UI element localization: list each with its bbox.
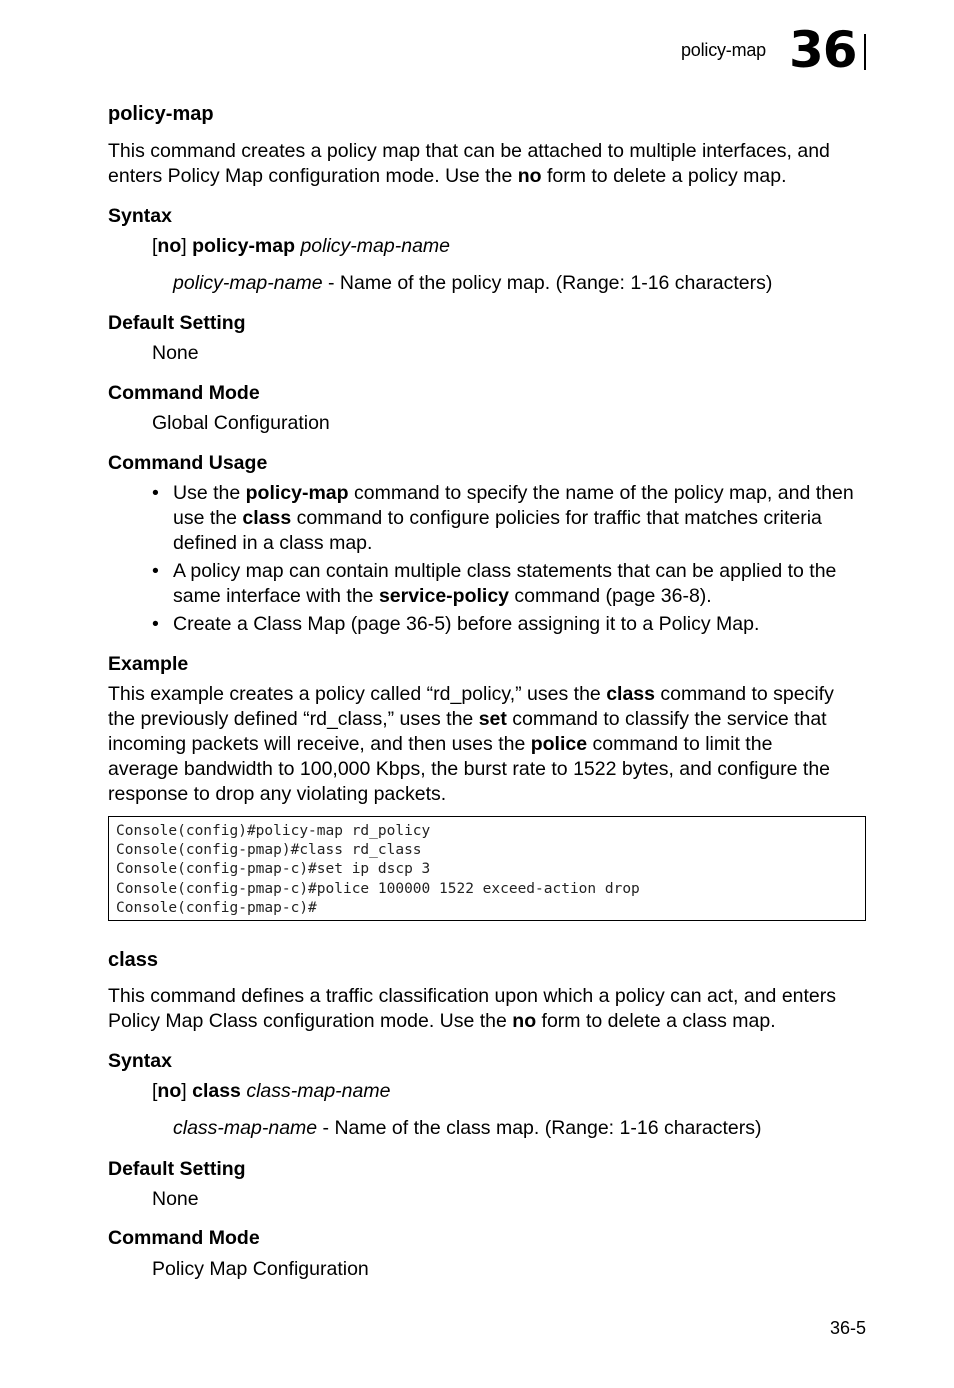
command-mode-heading: Command Mode	[108, 382, 260, 404]
usage-text: Create a Class Map (page 36-5) before assigning it to a Policy Map.	[173, 613, 760, 635]
example-line: average bandwidth to 100,000 Kbps, the burst rate to 1522 bytes, and configure the	[108, 758, 831, 780]
keyword: set	[478, 708, 507, 730]
bullet-icon: •	[152, 560, 159, 582]
example-text-run: command to limit the	[587, 733, 773, 755]
example-line	[108, 732, 834, 757]
default-setting-value: None	[152, 342, 199, 364]
intro-line-2	[108, 164, 830, 189]
syntax-no: no	[157, 235, 182, 257]
section-title-class: class	[108, 949, 159, 971]
syntax-param: policy-map-name	[300, 235, 451, 257]
usage-text: command to specify the name of the policy map, and then use the	[173, 482, 854, 529]
bullet-icon: •	[152, 613, 159, 635]
page-number: 36-5	[829, 1318, 866, 1338]
syntax-command: policy-map	[192, 235, 296, 257]
usage-list	[152, 481, 868, 640]
bullet-icon: •	[152, 482, 159, 504]
command-mode-heading: Command Mode	[108, 1227, 260, 1249]
example-line: response to drop any violating packets.	[108, 783, 447, 805]
intro-line-1: This command creates a policy map that can be attached to multiple interfaces, and	[108, 140, 830, 162]
syntax-line: [no] policy-map policy-map-name	[152, 235, 451, 257]
policy-map-intro	[108, 139, 830, 189]
example-text-run: command to classify the service that	[506, 708, 827, 730]
chapter-rule	[864, 34, 866, 70]
code-line: Console(config-pmap-c)#	[116, 899, 317, 916]
command-mode-value: Policy Map Configuration	[152, 1258, 369, 1280]
section-title-policy-map: policy-map	[108, 103, 214, 125]
usage-text: A policy map can contain multiple class statements that can be applied to the same interface with the	[173, 560, 837, 607]
param-description	[173, 1116, 762, 1141]
code-line: Console(config-pmap-c)#set ip dscp 3	[116, 861, 431, 878]
usage-text: command (page 36-8).	[509, 585, 712, 607]
param-name: policy-map-name	[173, 272, 323, 294]
command-usage-heading: Command Usage	[108, 452, 268, 474]
example-line	[108, 682, 834, 707]
intro-text: form to delete a policy map.	[541, 165, 787, 187]
keyword: class	[606, 683, 656, 705]
syntax-line: [no] class class-map-name	[152, 1080, 391, 1102]
example-text-run: the previously defined “rd_class,” uses the	[108, 708, 479, 730]
code-line: Console(config-pmap)#class rd_class	[116, 842, 422, 859]
syntax-param: class-map-name	[246, 1080, 391, 1102]
keyword-no: no	[517, 165, 542, 187]
code-example-box	[108, 816, 866, 921]
syntax-heading: Syntax	[108, 1050, 172, 1072]
usage-text: Use the	[173, 482, 246, 504]
usage-item	[152, 481, 868, 556]
keyword: policy-map	[245, 482, 349, 504]
class-intro	[108, 984, 836, 1034]
example-text-run: This example creates a policy called “rd_policy,” uses the	[108, 683, 607, 705]
example-line	[108, 707, 834, 732]
example-text-run: command to specify	[655, 683, 834, 705]
syntax-heading: Syntax	[108, 205, 172, 227]
intro-text: form to delete a class map.	[536, 1010, 776, 1032]
chapter-number: 36	[789, 21, 857, 79]
syntax-command: class	[192, 1080, 241, 1102]
param-desc: - Name of the policy map. (Range: 1-16 characters)	[322, 272, 773, 294]
default-setting-value: None	[152, 1188, 199, 1210]
keyword: class	[242, 507, 292, 529]
running-head: policy-map	[680, 40, 766, 60]
param-desc: - Name of the class map. (Range: 1-16 characters)	[317, 1117, 762, 1139]
intro-text: Policy Map Class configuration mode. Use the	[108, 1010, 513, 1032]
command-mode-value: Global Configuration	[152, 412, 330, 434]
param-name: class-map-name	[173, 1117, 318, 1139]
intro-line-1: This command defines a traffic classification upon which a policy can act, and enters	[108, 985, 837, 1007]
default-setting-heading: Default Setting	[108, 312, 246, 334]
code-line: Console(config-pmap-c)#police 100000 1522 exceed-action drop	[116, 880, 640, 897]
example-text-run: incoming packets will receive, and then uses the	[108, 733, 531, 755]
keyword: police	[530, 733, 588, 755]
code-line: Console(config)#policy-map rd_policy	[116, 823, 431, 839]
example-text	[108, 682, 834, 807]
example-heading: Example	[108, 653, 189, 675]
usage-item	[152, 612, 868, 637]
intro-line-2	[108, 1009, 836, 1034]
usage-text: command to configure policies for traffic that matches criteria defined in a class map.	[173, 507, 822, 554]
keyword: service-policy	[378, 585, 510, 607]
keyword-no: no	[512, 1010, 537, 1032]
default-setting-heading: Default Setting	[108, 1158, 246, 1180]
intro-text: enters Policy Map configuration mode. Use the	[108, 165, 518, 187]
syntax-no: no	[157, 1080, 182, 1102]
usage-item	[152, 559, 868, 609]
param-description	[173, 271, 772, 296]
